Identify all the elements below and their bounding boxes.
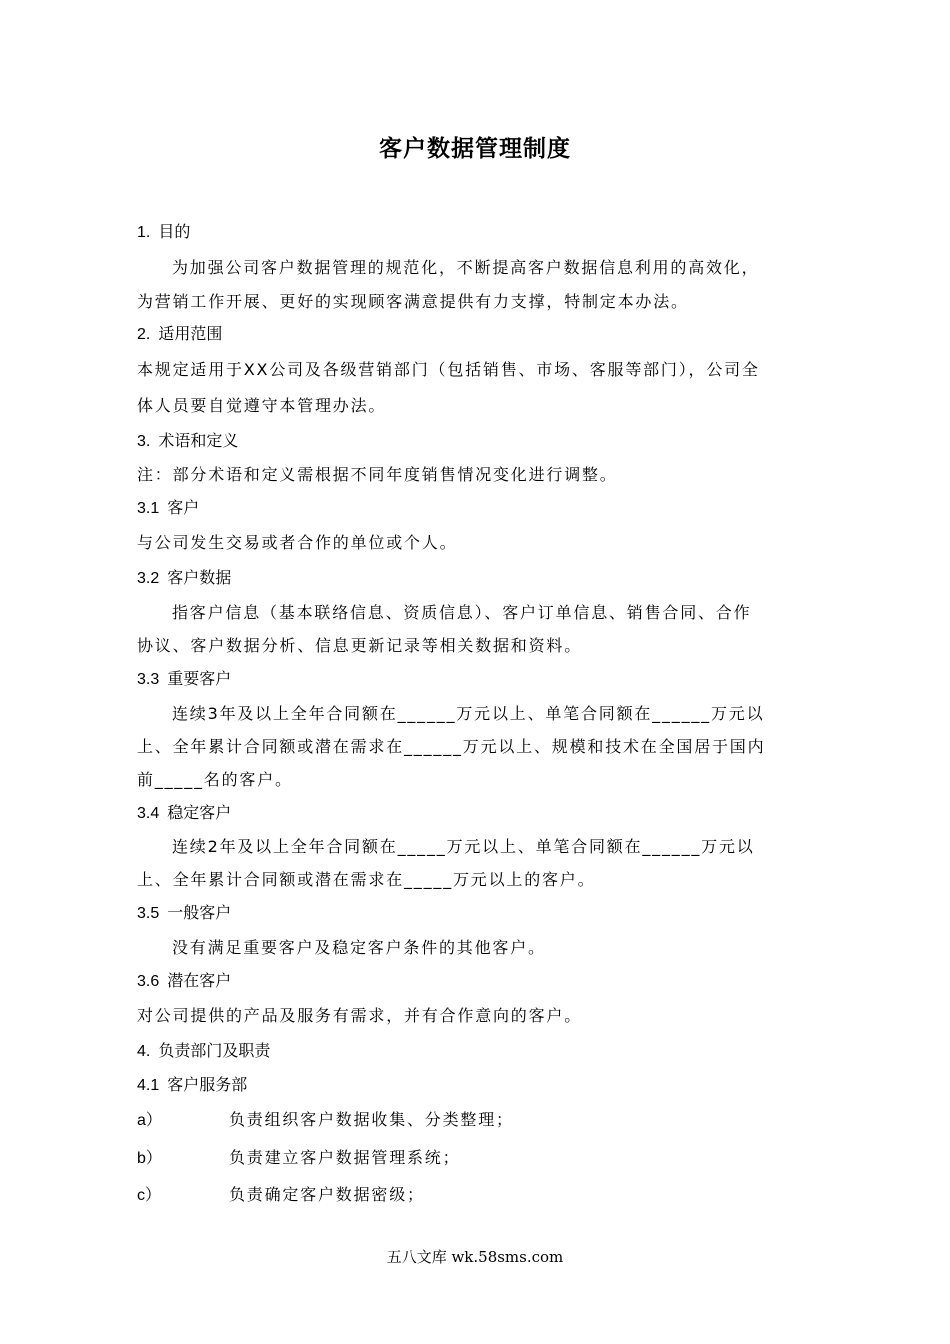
section-heading-3-5: [137, 903, 231, 924]
paragraph-line: 没有满足重要客户及稳定客户条件的其他客户。: [172, 938, 546, 957]
paragraph-line: 连续3年及以上全年合同额在______万元以上、单笔合同额在______万元以: [172, 704, 765, 723]
list-marker: c）: [137, 1187, 162, 1204]
section-number: 4.1: [137, 1077, 160, 1094]
section-title: 术语和定义: [158, 431, 239, 450]
section-title: 适用范围: [158, 324, 223, 343]
section-heading-3-2: [137, 568, 231, 589]
section-title: 潜在客户: [167, 971, 232, 990]
list-marker: a）: [137, 1112, 162, 1129]
paragraph-line: 上、全年累计合同额或潜在需求在______万元以上、规模和技术在全国居于国内: [137, 737, 766, 756]
section-number: 3.5: [137, 905, 160, 922]
section-title: 客户服务部: [167, 1075, 248, 1094]
list-item: [137, 1110, 514, 1131]
paragraph-line: 前_____名的客户。: [137, 770, 293, 789]
section-title: 负责部门及职责: [158, 1041, 271, 1060]
section-number: 3.2: [137, 570, 160, 587]
list-item-text: 负责组织客户数据收集、分类整理；: [229, 1110, 514, 1129]
paragraph-line: 上、全年累计合同额或潜在需求在_____万元以上的客户。: [137, 870, 596, 889]
paragraph-line: 体人员要自觉遵守本管理办法。: [137, 396, 387, 415]
paragraph-line: 连续2年及以上全年合同额在_____万元以上、单笔合同额在______万元以: [172, 837, 755, 856]
list-marker: b）: [137, 1150, 162, 1167]
section-heading-3: [137, 431, 238, 452]
section-number: 3.4: [137, 805, 160, 822]
section-heading-3-4: [137, 803, 231, 824]
page-title: 客户数据管理制度: [379, 135, 571, 162]
section-title: 客户数据: [167, 568, 232, 587]
section-number: 2.: [137, 326, 151, 343]
section-title: 客户: [167, 498, 200, 517]
section-heading-3-6: [137, 971, 231, 992]
section-number: 1.: [137, 224, 151, 241]
section-title: 重要客户: [167, 669, 232, 688]
section-title: 一般客户: [167, 903, 232, 922]
list-item: [137, 1185, 425, 1206]
list-item-text: 负责确定客户数据密级；: [229, 1185, 425, 1204]
section-title: 稳定客户: [167, 803, 232, 822]
section-number: 3.6: [137, 973, 160, 990]
list-item: [137, 1148, 460, 1169]
paragraph-line: 为加强公司客户数据管理的规范化，不断提高客户数据信息利用的高效化，: [172, 258, 760, 277]
footer-watermark: 五八文库 wk.58sms.com: [386, 1248, 564, 1266]
section-number: 4.: [137, 1043, 151, 1060]
section-heading-2: [137, 324, 222, 345]
section-heading-3-3: [137, 669, 231, 690]
section-heading-1: [137, 222, 190, 243]
paragraph-line: 与公司发生交易或者合作的单位或个人。: [137, 533, 458, 552]
section-number: 3.: [137, 433, 151, 450]
paragraph-line: 为营销工作开展、更好的实现顾客满意提供有力支撑，特制定本办法。: [137, 292, 689, 311]
section-heading-4: [137, 1041, 270, 1062]
note-line: 注：部分术语和定义需根据不同年度销售情况变化进行调整。: [137, 465, 618, 484]
paragraph-line: 指客户信息（基本联络信息、资质信息）、客户订单信息、销售合同、合作: [172, 603, 752, 622]
section-number: 3.3: [137, 671, 160, 688]
section-heading-3-1: [137, 498, 199, 519]
section-heading-4-1: [137, 1075, 247, 1096]
paragraph-line: 本规定适用于XX公司及各级营销部门（包括销售、市场、客服等部门），公司全: [137, 360, 760, 379]
section-number: 3.1: [137, 500, 160, 517]
paragraph-line: 对公司提供的产品及服务有需求，并有合作意向的客户。: [137, 1006, 583, 1025]
section-title: 目的: [158, 222, 191, 241]
list-item-text: 负责建立客户数据管理系统；: [229, 1148, 461, 1167]
paragraph-line: 协议、客户数据分析、信息更新记录等相关数据和资料。: [137, 636, 583, 655]
